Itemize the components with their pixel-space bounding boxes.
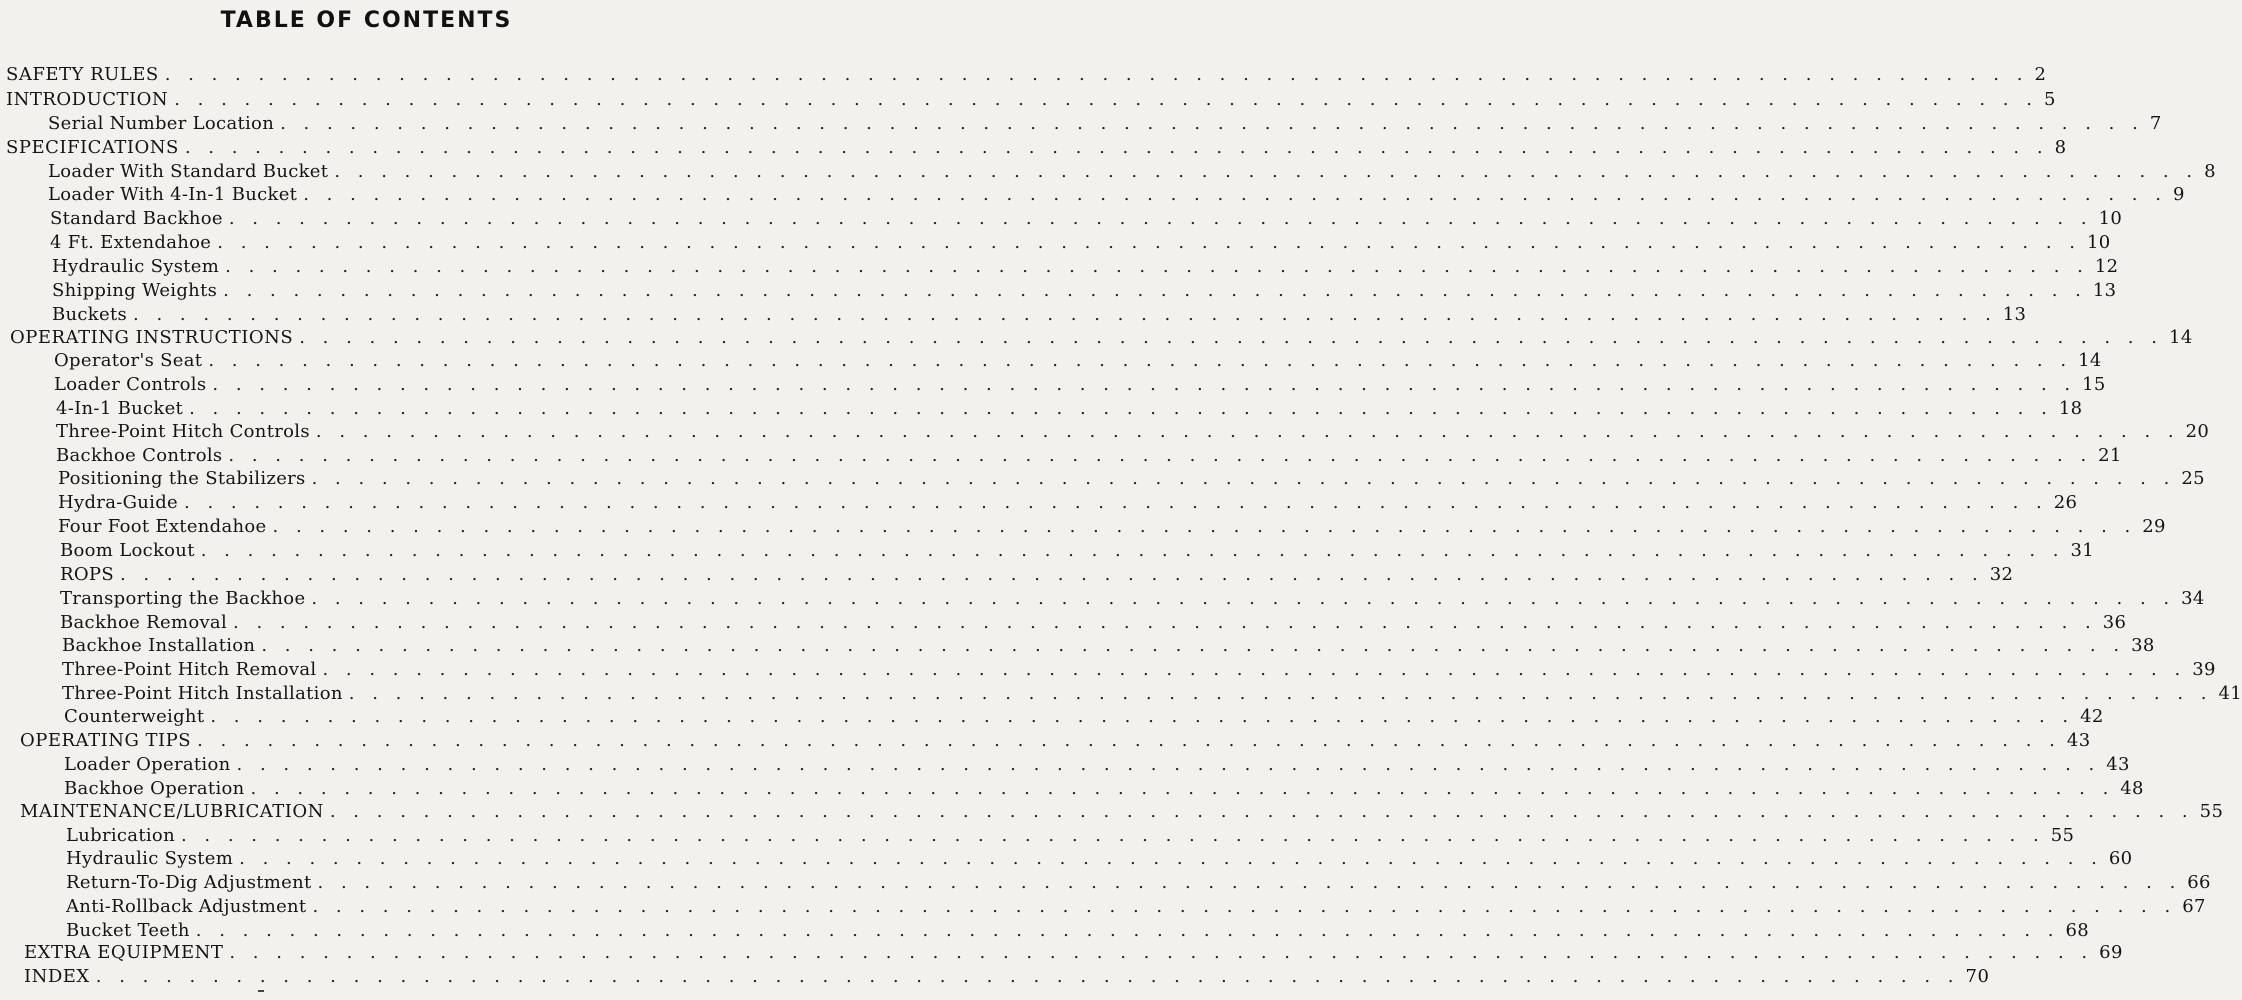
toc-entry xyxy=(60,539,2094,563)
dot-leader: . . . . . . . . . . . . . . . . . . . . . . . . . . . . . . . . . . . . . . . . . . . . . . . . . . . . . . . . . . . . . . . . . . . . . . . . . . . . . . . . xyxy=(174,89,2038,110)
toc-entry-label: ROPS xyxy=(60,564,114,585)
toc-entry-label: Backhoe Operation xyxy=(64,778,245,799)
dot-leader: . . . . . . . . . . . . . . . . . . . . . . . . . . . . . . . . . . . . . . . . . . . . . . . . . . . . . . . . . . . . . . . . . . . . . . . . . . . . . . . . xyxy=(303,184,2167,205)
toc-entry-page-number: 8 xyxy=(2054,137,2067,158)
toc-entry-page-number: 14 xyxy=(2168,327,2193,348)
toc-entry xyxy=(56,420,2210,444)
dot-leader: . . . . . . . . . . . . . . . . . . . . . . . . . . . . . . . . . . . . . . . . . . . . . . . . . . . . . . . . . . . . . . . . . . . . . . . . . . . . . . . . xyxy=(280,113,2144,134)
toc-entry xyxy=(64,753,2130,777)
toc-entry-label: 4-In-1 Bucket xyxy=(56,398,184,419)
dot-leader: . . . . . . . . . . . . . . . . . . . . . . . . . . . . . . . . . . . . . . . . . . . . . . . . . . . . . . . . . . . . . . . . . . . . . . . . . . . . . . . . xyxy=(212,374,2077,395)
dot-leader: . . . . . . . . . . . . . . . . . . . . . . . . . . . . . . . . . . . . . . . . . . . . . . . . . . . . . . . . . . . . . . . . . . . . . . . . . . . . . . . . xyxy=(329,801,2194,822)
dot-leader: . . . . . . . . . . . . . . . . . . . . . . . . . . . . . . . . . . . . . . . . . . . . . . . . . . . . . . . . . . . . . . . . . . . . . . . . . . . . . . . . xyxy=(250,778,2115,799)
toc-entry xyxy=(54,349,2102,373)
toc-entry xyxy=(24,941,2124,965)
toc-entry-page-number: 10 xyxy=(2087,232,2111,253)
toc-entry-label: Hydraulic System xyxy=(52,256,220,277)
toc-entry-label: EXTRA EQUIPMENT xyxy=(24,942,224,963)
dot-leader: . . . . . . . . . . . . . . . . . . . . . . . . . . . . . . . . . . . . . . . . . . . . . . . . . . . . . . . . . . . . . . . . . . . . . . . . . . . . . . . . xyxy=(228,208,2093,229)
toc-entry-label: Transporting the Backhoe xyxy=(60,588,306,609)
toc-entry-page-number: 21 xyxy=(2098,445,2122,466)
toc-entry xyxy=(48,160,2216,184)
toc-entry-page-number: 36 xyxy=(2102,612,2127,633)
toc-entry-page-number: 32 xyxy=(1989,564,2014,585)
toc-entry-page-number: 29 xyxy=(2142,516,2166,537)
dot-leader: . . . . . . . . . . . . . . . . . . . . . . . . . . . . . . . . . . . . . . . . . . . . . . . . . . . . . . . . . . . . . . . . . . . . . . . . . . . . . . . . xyxy=(233,612,2097,633)
toc-entry-page-number: 13 xyxy=(2002,304,2027,325)
toc-entry-label: INDEX xyxy=(24,966,90,987)
toc-entry xyxy=(60,563,2014,587)
dot-leader: . . . . . . . . . . . . . . . . . . . . . . . . . . . . . . . . . . . . . . . . . . . . . . . . . . . . . . . . . . . . . . . . . . . . . . . . . . . . . . . . xyxy=(228,445,2093,466)
toc-entry xyxy=(6,63,2047,87)
toc-entry-label: Four Foot Extendahoe xyxy=(58,516,267,537)
toc-entry-page-number: 2 xyxy=(2034,64,2047,85)
toc-entry xyxy=(66,847,2133,871)
toc-entry xyxy=(24,965,1990,989)
toc-entry xyxy=(50,207,2123,231)
dot-leader: . . . . . . . . . . . . . . . . . . . . . . . . . . . . . . . . . . . . . . . . . . . . . . . . . . . . . . . . . . . . . . . . . . . . . . . . . . . . . . . . xyxy=(299,327,2163,348)
toc-entry-page-number: 41 xyxy=(2218,683,2242,704)
toc-entry-label: Hydra-Guide xyxy=(58,492,179,513)
toc-entry-label: OPERATING INSTRUCTIONS xyxy=(10,327,294,348)
toc-entry xyxy=(50,231,2111,255)
toc-entry-page-number: 48 xyxy=(2120,778,2144,799)
toc-entry xyxy=(60,587,2205,611)
toc-entry xyxy=(6,88,2056,112)
toc-entry xyxy=(64,705,2104,729)
toc-entry-page-number: 55 xyxy=(2199,801,2224,822)
toc-entry xyxy=(64,777,2144,801)
toc-entry-label: Backhoe Removal xyxy=(60,612,228,633)
toc-entry-label: Counterweight xyxy=(64,706,205,727)
toc-entry xyxy=(20,729,2091,753)
toc-entry xyxy=(62,658,2216,682)
toc-entry-label: Loader Controls xyxy=(54,374,207,395)
toc-entry xyxy=(58,467,2205,491)
dot-leader: . . . . . . . . . . . . . . . . . . . . . . . . . . . . . . . . . . . . . . . . . . . . . . . . . . . . . . . . . . . . . . . . . . . . . . . . . . . . . . . . xyxy=(180,825,2045,846)
toc-entry-label: Backhoe Installation xyxy=(62,635,256,656)
dot-leader: . . . . . . . . . . . . . . . . . . . . . . . . . . . . . . . . . . . . . . . . . . . . . . . . . . . . . . . . . . . . . . . . . . . . . . . . . . . . . . . . xyxy=(195,920,2060,941)
toc-entry xyxy=(66,871,2211,895)
dot-leader: . . . . . . . . . . . . . . . . . . . . . . . . . . . . . . . . . . . . . . . . . . . . . . . . . . . . . . . . . . . . . . . . . . . . . . . . . . . . . . . . xyxy=(223,280,2087,301)
toc-entry xyxy=(58,515,2166,539)
toc-entry-page-number: 68 xyxy=(2065,920,2090,941)
toc-entry-page-number: 70 xyxy=(1965,966,1990,987)
toc-entry xyxy=(56,397,2083,421)
toc-entry-page-number: 60 xyxy=(2108,848,2133,869)
dot-leader: . . . . . . . . . . . . . . . . . . . . . . . . . . . . . . . . . . . . . . . . . . . . . . . . . . . . . . . . . . . . . . . . . . . . . . . . . . . . . . . . xyxy=(348,683,2213,704)
toc-entry xyxy=(48,112,2162,136)
toc-entry-page-number: 34 xyxy=(2181,588,2205,609)
toc-entry-page-number: 5 xyxy=(2043,89,2056,110)
toc-entry-page-number: 9 xyxy=(2172,184,2185,205)
dot-leader: . . . . . . . . . . . . . . . . . . . . . . . . . . . . . . . . . . . . . . . . . . . . . . . . . . . . . . . . . . . . . . . . . . . . . . . . . . . . . . . . xyxy=(272,516,2137,537)
toc-entry-page-number: 25 xyxy=(2181,468,2205,489)
toc-entry-page-number: 43 xyxy=(2066,730,2091,751)
toc-entry-label: Positioning the Stabilizers xyxy=(58,468,306,489)
toc-entry-label: Buckets xyxy=(52,304,128,325)
dot-leader: . . . . . . . . . . . . . . . . . . . . . . . . . . . . . . . . . . . . . . . . . . . . . . . . . . . . . . . . . . . . . . . . . . . . . . . . . . . . . . . . xyxy=(311,468,2176,489)
toc-entry-label: SAFETY RULES xyxy=(6,64,159,85)
dot-leader: . . . . . . . . . . . . . . . . . . . . . . . . . . . . . . . . . . . . . . . . . . . . . . . . . . . . . . . . . . . . . . . . . . . . . . . . . . . . . . . . xyxy=(229,942,2094,963)
toc-entry xyxy=(10,326,2193,350)
toc-entry xyxy=(60,611,2127,635)
dot-leader: . . . . . . . . . . . . . . . . . . . . . . . . . . . . . . . . . . . . . . . . . . . . . . . . . . . . . . . . . . . . . . . . . . . . . . . . . . . . . . . . xyxy=(133,304,1997,325)
toc-entry-page-number: 10 xyxy=(2098,208,2123,229)
toc-entry xyxy=(66,919,2090,943)
toc-entry xyxy=(66,895,2206,919)
toc-entry xyxy=(62,682,2242,706)
toc-entry-page-number: 15 xyxy=(2082,374,2106,395)
toc-entry-label: Boom Lockout xyxy=(60,540,195,561)
dot-leader: . . . . . . . . . . . . . . . . . . . . . . . . . . . . . . . . . . . . . . . . . . . . . . . . . . . . . . . . . . . . . . . . . . . . . . . . . . . . . . . . xyxy=(95,966,1960,987)
toc-entry-page-number: 67 xyxy=(2182,896,2206,917)
toc-entry xyxy=(58,491,2078,515)
toc-entry xyxy=(54,373,2106,397)
toc-entry-label: Backhoe Controls xyxy=(56,445,223,466)
toc-entry-label: Standard Backhoe xyxy=(50,208,223,229)
toc-entry xyxy=(48,183,2185,207)
dot-leader: . . . . . . . . . . . . . . . . . . . . . . . . . . . . . . . . . . . . . . . . . . . . . . . . . . . . . . . . . . . . . . . . . . . . . . . . . . . . . . . . xyxy=(315,421,2180,442)
toc-entry-page-number: 38 xyxy=(2131,635,2155,656)
toc-entry-page-number: 8 xyxy=(2204,161,2216,182)
dot-leader: . . . . . . . . . . . . . . . . . . . . . . . . . . . . . . . . . . . . . . . . . . . . . . . . . . . . . . . . . . . . . . . . . . . . . . . . . . . . . . . . xyxy=(225,256,2089,277)
toc-entry-page-number: 69 xyxy=(2099,942,2124,963)
page-mark xyxy=(258,990,264,992)
toc-entry-label: Return-To-Dig Adjustment xyxy=(66,872,312,893)
dot-leader: . . . . . . . . . . . . . . . . . . . . . . . . . . . . . . . . . . . . . . . . . . . . . . . . . . . . . . . . . . . . . . . . . . . . . . . . . . . . . . . . xyxy=(184,137,2049,158)
toc-entry-label: Three-Point Hitch Removal xyxy=(62,659,317,680)
toc-entry xyxy=(6,136,2067,160)
toc-entry-label: Three-Point Hitch Installation xyxy=(62,683,343,704)
toc-entry-label: Shipping Weights xyxy=(52,280,218,301)
toc-entry xyxy=(20,800,2224,824)
toc-entry xyxy=(56,444,2122,468)
dot-leader: . . . . . . . . . . . . . . . . . . . . . . . . . . . . . . . . . . . . . . . . . . . . . . . . . . . . . . . . . . . . . . . . . . . . . . . . . . . . . . . . xyxy=(217,232,2081,253)
page-title: TABLE OF CONTENTS xyxy=(220,8,513,33)
dot-leader: . . . . . . . . . . . . . . . . . . . . . . . . . . . . . . . . . . . . . . . . . . . . . . . . . . . . . . . . . . . . . . . . . . . . . . . . . . . . . . . . xyxy=(210,706,2075,727)
toc-entry-label: Loader With Standard Bucket xyxy=(48,161,329,182)
dot-leader: . . . . . . . . . . . . . . . . . . . . . . . . . . . . . . . . . . . . . . . . . . . . . . . . . . . . . . . . . . . . . . . . . . . . . . . . . . . . . . . . xyxy=(311,588,2176,609)
toc-entry-label: Serial Number Location xyxy=(48,113,275,134)
toc-entry xyxy=(66,824,2075,848)
dot-leader: . . . . . . . . . . . . . . . . . . . . . . . . . . . . . . . . . . . . . . . . . . . . . . . . . . . . . . . . . . . . . . . . . . . . . . . . . . . . . . . . xyxy=(312,896,2177,917)
dot-leader: . . . . . . . . . . . . . . . . . . . . . . . . . . . . . . . . . . . . . . . . . . . . . . . . . . . . . . . . . . . . . . . . . . . . . . . . . . . . . . . . xyxy=(189,398,2053,419)
toc-entry xyxy=(52,303,2027,327)
toc-entry-page-number: 43 xyxy=(2106,754,2130,775)
toc-entry xyxy=(52,255,2119,279)
toc-entry-label: Operator's Seat xyxy=(54,350,203,371)
toc-entry-page-number: 42 xyxy=(2080,706,2104,727)
dot-leader: . . . . . . . . . . . . . . . . . . . . . . . . . . . . . . . . . . . . . . . . . . . . . . . . . . . . . . . . . . . . . . . . . . . . . . . . . . . . . . . . xyxy=(164,64,2029,85)
dot-leader: . . . . . . . . . . . . . . . . . . . . . . . . . . . . . . . . . . . . . . . . . . . . . . . . . . . . . . . . . . . . . . . . . . . . . . . . . . . . . . . . xyxy=(184,492,2048,513)
toc-entry-label: Bucket Teeth xyxy=(66,920,190,941)
toc-entry-page-number: 14 xyxy=(2078,350,2102,371)
dot-leader: . . . . . . . . . . . . . . . . . . . . . . . . . . . . . . . . . . . . . . . . . . . . . . . . . . . . . . . . . . . . . . . . . . . . . . . . . . . . . . . . xyxy=(119,564,1984,585)
dot-leader: . . . . . . . . . . . . . . . . . . . . . . . . . . . . . . . . . . . . . . . . . . . . . . . . . . . . . . . . . . . . . . . . . . . . . . . . . . . . . . . . xyxy=(334,161,2199,182)
toc-entry-label: MAINTENANCE/LUBRICATION xyxy=(20,801,324,822)
toc-entry-page-number: 13 xyxy=(2092,280,2117,301)
toc-entry-page-number: 39 xyxy=(2192,659,2216,680)
toc-entry-page-number: 26 xyxy=(2053,492,2078,513)
toc-entry xyxy=(52,279,2117,303)
toc-entry-label: Loader Operation xyxy=(64,754,231,775)
toc-entry-page-number: 12 xyxy=(2094,256,2119,277)
dot-leader: . . . . . . . . . . . . . . . . . . . . . . . . . . . . . . . . . . . . . . . . . . . . . . . . . . . . . . . . . . . . . . . . . . . . . . . . . . . . . . . . xyxy=(261,635,2126,656)
dot-leader: . . . . . . . . . . . . . . . . . . . . . . . . . . . . . . . . . . . . . . . . . . . . . . . . . . . . . . . . . . . . . . . . . . . . . . . . . . . . . . . . xyxy=(317,872,2182,893)
toc-entry-label: Three-Point Hitch Controls xyxy=(56,421,310,442)
toc-entry-page-number: 31 xyxy=(2070,540,2094,561)
dot-leader: . . . . . . . . . . . . . . . . . . . . . . . . . . . . . . . . . . . . . . . . . . . . . . . . . . . . . . . . . . . . . . . . . . . . . . . . . . . . . . . . xyxy=(208,350,2073,371)
toc-entry-label: OPERATING TIPS xyxy=(20,730,192,751)
toc-entry-label: 4 Ft. Extendahoe xyxy=(50,232,212,253)
toc-entry-label: Hydraulic System xyxy=(66,848,234,869)
dot-leader: . . . . . . . . . . . . . . . . . . . . . . . . . . . . . . . . . . . . . . . . . . . . . . . . . . . . . . . . . . . . . . . . . . . . . . . . . . . . . . . . xyxy=(236,754,2101,775)
dot-leader: . . . . . . . . . . . . . . . . . . . . . . . . . . . . . . . . . . . . . . . . . . . . . . . . . . . . . . . . . . . . . . . . . . . . . . . . . . . . . . . . xyxy=(200,540,2065,561)
toc-entry-page-number: 20 xyxy=(2185,421,2210,442)
dot-leader: . . . . . . . . . . . . . . . . . . . . . . . . . . . . . . . . . . . . . . . . . . . . . . . . . . . . . . . . . . . . . . . . . . . . . . . . . . . . . . . . xyxy=(197,730,2061,751)
toc-entry-label: Anti-Rollback Adjustment xyxy=(66,896,307,917)
toc-entry-page-number: 18 xyxy=(2058,398,2083,419)
toc-entry-label: Lubrication xyxy=(66,825,175,846)
dot-leader: . . . . . . . . . . . . . . . . . . . . . . . . . . . . . . . . . . . . . . . . . . . . . . . . . . . . . . . . . . . . . . . . . . . . . . . . . . . . . . . . xyxy=(239,848,2103,869)
toc-entry-page-number: 7 xyxy=(2149,113,2162,134)
toc-entry-label: INTRODUCTION xyxy=(6,89,169,110)
dot-leader: . . . . . . . . . . . . . . . . . . . . . . . . . . . . . . . . . . . . . . . . . . . . . . . . . . . . . . . . . . . . . . . . . . . . . . . . . . . . . . . . xyxy=(322,659,2187,680)
toc-entry xyxy=(62,634,2155,658)
toc-entry-label: Loader With 4-In-1 Bucket xyxy=(48,184,298,205)
toc-entry-page-number: 66 xyxy=(2187,872,2211,893)
toc-entry-page-number: 55 xyxy=(2050,825,2075,846)
toc-entry-label: SPECIFICATIONS xyxy=(6,137,179,158)
